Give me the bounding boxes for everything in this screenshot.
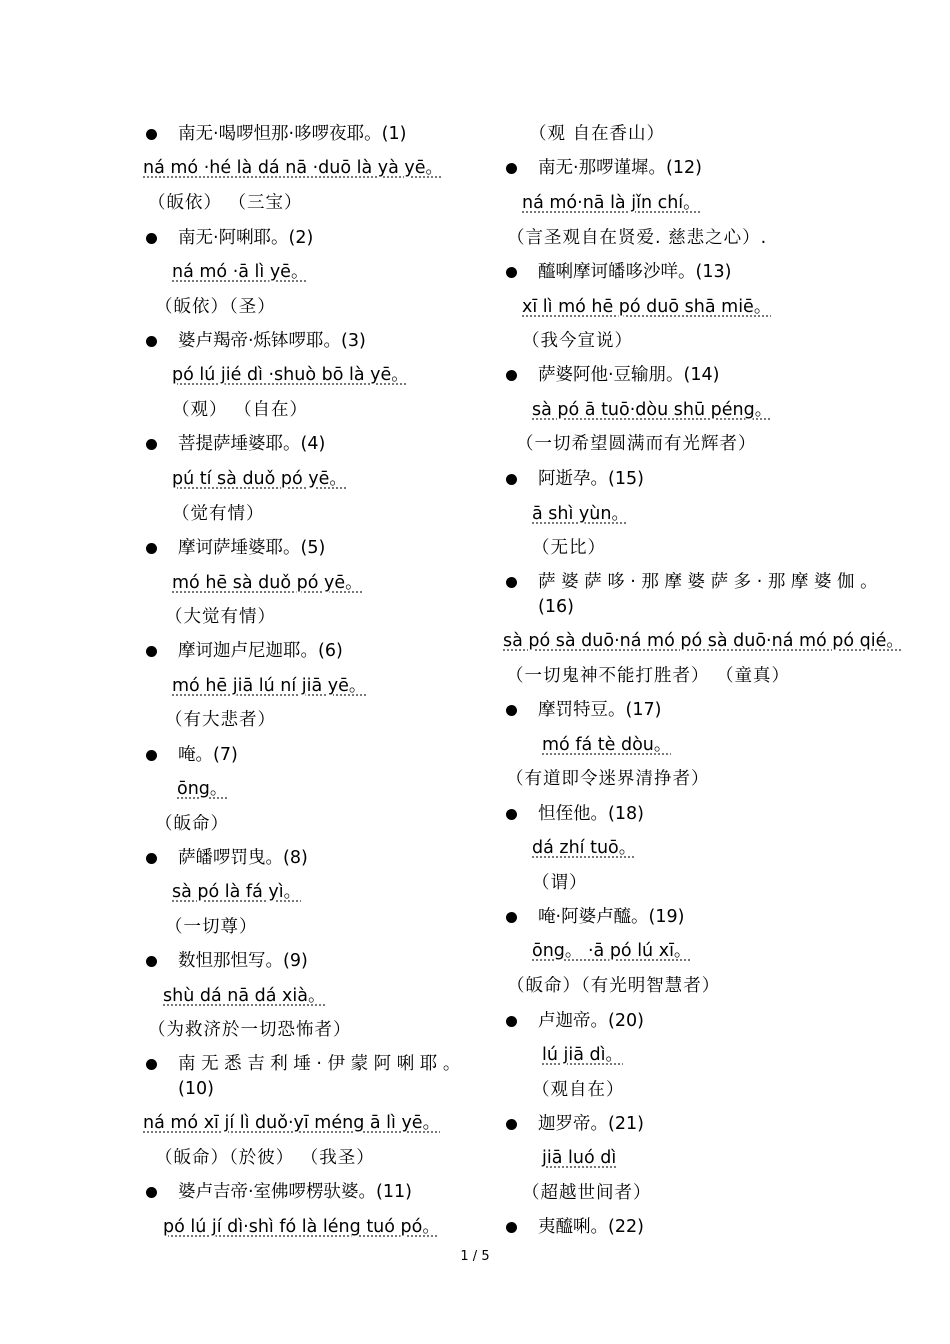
mantra-line — [538, 570, 878, 594]
meaning-line: （为救济於一切恐怖者） — [148, 1020, 352, 1040]
mantra-line — [178, 122, 406, 146]
pinyin-row — [163, 1215, 440, 1239]
pinyin-line: ā shì yùn。 — [532, 504, 629, 524]
meaning-line: （皈命）（於彼） （我圣） — [155, 1148, 375, 1168]
pinyin-line: ōng。 ·ā pó lú xī。 — [532, 941, 692, 961]
meaning-line: （觉有情） — [172, 504, 265, 524]
meaning-line: （言圣观自在贤爱. 慈悲之心）. — [507, 228, 768, 248]
mantra-text: 唵。(7) — [178, 745, 238, 765]
bullet-icon — [146, 1187, 157, 1198]
mantra-text: 夷醯唎。(22) — [538, 1217, 644, 1237]
mantra-text: 婆卢羯帝·烁钵啰耶。(3) — [178, 331, 366, 351]
pinyin-line: pú tí sà duǒ pó yē。 — [172, 469, 347, 489]
meaning-line: （我今宣说） — [522, 331, 633, 351]
meaning-line: （一切希望圆满而有光辉者） — [516, 434, 757, 454]
meaning-row — [522, 329, 633, 353]
pinyin-line: lú jiā dì。 — [542, 1045, 623, 1065]
bullet-icon — [506, 809, 517, 820]
pinyin-row — [542, 1146, 616, 1170]
mantra-text: 摩诃迦卢尼迦耶。(6) — [178, 641, 343, 661]
mantra-line — [178, 1180, 412, 1204]
meaning-row — [532, 871, 588, 895]
meaning-line: （皈依）（圣） — [155, 297, 276, 317]
mantra-text: 南无·阿唎耶。(2) — [178, 228, 314, 248]
meaning-line: （谓） — [532, 873, 588, 893]
pinyin-line: sà pó sà duō·ná mó pó sà duō·ná mó pó qié。 — [503, 631, 904, 651]
pinyin-row — [522, 295, 771, 319]
bullet-icon — [146, 233, 157, 244]
pinyin-row — [542, 733, 671, 757]
bullet-icon — [506, 705, 517, 716]
bullet-icon — [146, 956, 157, 967]
meaning-line: （皈命）（有光明智慧者） — [507, 976, 721, 996]
mantra-line — [538, 698, 661, 722]
pinyin-line: sà pó ā tuō·dòu shū péng。 — [532, 400, 773, 420]
bullet-icon — [506, 1222, 517, 1233]
mantra-text: 摩诃萨埵婆耶。(5) — [178, 538, 326, 558]
bullet-icon — [146, 750, 157, 761]
pinyin-line: ná mó·nā là jǐn chí。 — [522, 193, 701, 213]
pinyin-line: pó lú jié dì ·shuò bō là yē。 — [172, 365, 409, 385]
pinyin-row — [172, 467, 347, 491]
mantra-line — [178, 639, 343, 663]
bullet-icon — [146, 853, 157, 864]
pinyin-row — [172, 674, 366, 698]
bullet-icon — [146, 336, 157, 347]
meaning-row — [172, 502, 265, 526]
bullet-icon — [506, 912, 517, 923]
meaning-row — [522, 1181, 652, 1205]
mantra-text: 南无·那啰谨墀。(12) — [538, 158, 702, 178]
mantra-text: 萨皤啰罚曳。(8) — [178, 848, 308, 868]
pinyin-row — [532, 398, 772, 422]
mantra-text: 摩罚特豆。(17) — [538, 700, 662, 720]
meaning-row — [507, 974, 720, 998]
mantra-text: 阿逝孕。(15) — [538, 469, 644, 489]
bullet-icon — [506, 1016, 517, 1027]
bullet-icon — [146, 1059, 157, 1070]
meaning-row — [507, 226, 767, 250]
mantra-text: 菩提萨埵婆耶。(4) — [178, 434, 326, 454]
page-number: 1 / 5 — [460, 1249, 490, 1264]
pinyin-row — [172, 260, 308, 284]
bullet-icon — [506, 267, 517, 278]
meaning-row — [165, 708, 276, 732]
meaning-row — [532, 536, 606, 560]
mantra-line — [538, 1009, 644, 1033]
meaning-row — [155, 1146, 375, 1170]
pinyin-row — [143, 1111, 440, 1135]
pinyin-line: jiā luó dì — [542, 1148, 617, 1168]
mantra-text: 数怛那怛写。(9) — [178, 951, 308, 971]
meaning-line: （观 自在香山） — [529, 124, 666, 144]
mantra-line — [538, 802, 644, 826]
meaning-line: （皈依） （三宝） — [148, 193, 303, 213]
mantra-line — [538, 905, 685, 929]
pinyin-line: ná mó xī jí lì duǒ·yī méng ā lì yē。 — [143, 1113, 441, 1133]
pinyin-row — [172, 363, 409, 387]
mantra-text: 迦罗帝。(21) — [538, 1114, 644, 1134]
meaning-line: （有道即令迷界清挣者） — [506, 769, 710, 789]
mantra-text: 婆卢吉帝·室佛啰楞驮婆。(11) — [178, 1182, 412, 1202]
meaning-row — [506, 767, 710, 791]
meaning-line: （一切尊） — [165, 917, 258, 937]
pinyin-line: ōng。 — [177, 779, 228, 799]
pinyin-row — [172, 880, 301, 904]
mantra-line — [178, 949, 308, 973]
verse-number-row — [178, 1077, 214, 1101]
bullet-icon — [506, 1119, 517, 1130]
meaning-line: （有大悲者） — [165, 710, 276, 730]
meaning-line: （一切鬼神不能打胜者） （童真） — [506, 666, 791, 686]
meaning-line: （无比） — [532, 538, 606, 558]
mantra-line — [538, 1215, 644, 1239]
mantra-line — [178, 743, 238, 767]
meaning-line: （观自在） — [532, 1080, 625, 1100]
meaning-row — [516, 432, 757, 456]
pinyin-row — [143, 156, 443, 180]
meaning-row — [165, 605, 276, 629]
mantra-text: 唵·阿婆卢醯。(19) — [538, 907, 685, 927]
meaning-row — [165, 915, 258, 939]
bullet-icon — [506, 370, 517, 381]
verse-number: (10) — [178, 1079, 214, 1099]
pinyin-line: mó fá tè dòu。 — [542, 735, 672, 755]
pinyin-row — [532, 502, 629, 526]
meaning-row — [506, 664, 790, 688]
mantra-line — [178, 432, 325, 456]
pinyin-line: xī lì mó hē pó duō shā miē。 — [522, 297, 772, 317]
mantra-line — [178, 329, 366, 353]
pinyin-row — [172, 571, 363, 595]
meaning-row — [148, 191, 303, 215]
meaning-row — [172, 398, 308, 422]
pinyin-line: dá zhí tuō。 — [532, 838, 637, 858]
mantra-text: 醯唎摩诃皤哆沙咩。(13) — [538, 262, 732, 282]
mantra-line — [178, 226, 313, 250]
pinyin-row — [542, 1043, 623, 1067]
meaning-row — [155, 812, 229, 836]
mantra-line — [178, 846, 308, 870]
pinyin-line: mó hē sà duǒ pó yē。 — [172, 573, 363, 593]
mantra-text: 怛侄他。(18) — [538, 804, 644, 824]
mantra-line — [178, 536, 325, 560]
bullet-icon — [506, 577, 517, 588]
mantra-line — [538, 467, 644, 491]
mantra-text: 萨 婆 萨 哆 · 那 摩 婆 萨 多 · 那 摩 婆 伽 。 — [538, 572, 878, 592]
meaning-line: （皈命） — [155, 814, 229, 834]
verse-number: (16) — [538, 597, 574, 617]
mantra-text: 南 无 悉 吉 利 埵 · 伊 蒙 阿 唎 耶 。 — [178, 1054, 461, 1074]
bullet-icon — [506, 474, 517, 485]
pinyin-line: shù dá nā dá xià。 — [163, 986, 326, 1006]
meaning-row — [148, 1018, 352, 1042]
mantra-line — [538, 156, 702, 180]
mantra-text: 南无·喝啰怛那·哆啰夜耶。(1) — [178, 124, 407, 144]
pinyin-row — [177, 777, 227, 801]
meaning-line: （观） （自在） — [172, 400, 309, 420]
pinyin-line: ná mó ·hé là dá nā ·duō là yà yē。 — [143, 158, 444, 178]
pinyin-row — [522, 191, 701, 215]
bullet-icon — [146, 646, 157, 657]
mantra-text: 卢迦帝。(20) — [538, 1011, 644, 1031]
meaning-row — [529, 122, 665, 146]
pinyin-line: mó hē jiā lú ní jiā yē。 — [172, 676, 367, 696]
pinyin-line: sà pó là fá yì。 — [172, 882, 302, 902]
bullet-icon — [146, 439, 157, 450]
mantra-line — [538, 363, 720, 387]
meaning-row — [532, 1078, 625, 1102]
meaning-line: （大觉有情） — [165, 607, 276, 627]
pinyin-row — [163, 984, 325, 1008]
mantra-line — [538, 260, 731, 284]
meaning-row — [155, 295, 276, 319]
bullet-icon — [146, 129, 157, 140]
verse-number-row — [538, 595, 574, 619]
mantra-line — [538, 1112, 644, 1136]
pinyin-row — [503, 629, 904, 653]
mantra-line — [178, 1052, 460, 1076]
pinyin-line: ná mó ·ā lì yē。 — [172, 262, 309, 282]
meaning-line: （超越世间者） — [522, 1183, 652, 1203]
pinyin-row — [532, 836, 636, 860]
pinyin-row — [532, 939, 691, 963]
mantra-text: 萨婆阿他·豆输朋。(14) — [538, 365, 720, 385]
bullet-icon — [506, 163, 517, 174]
bullet-icon — [146, 543, 157, 554]
pinyin-line: pó lú jí dì·shì fó là léng tuó pó。 — [163, 1217, 440, 1237]
